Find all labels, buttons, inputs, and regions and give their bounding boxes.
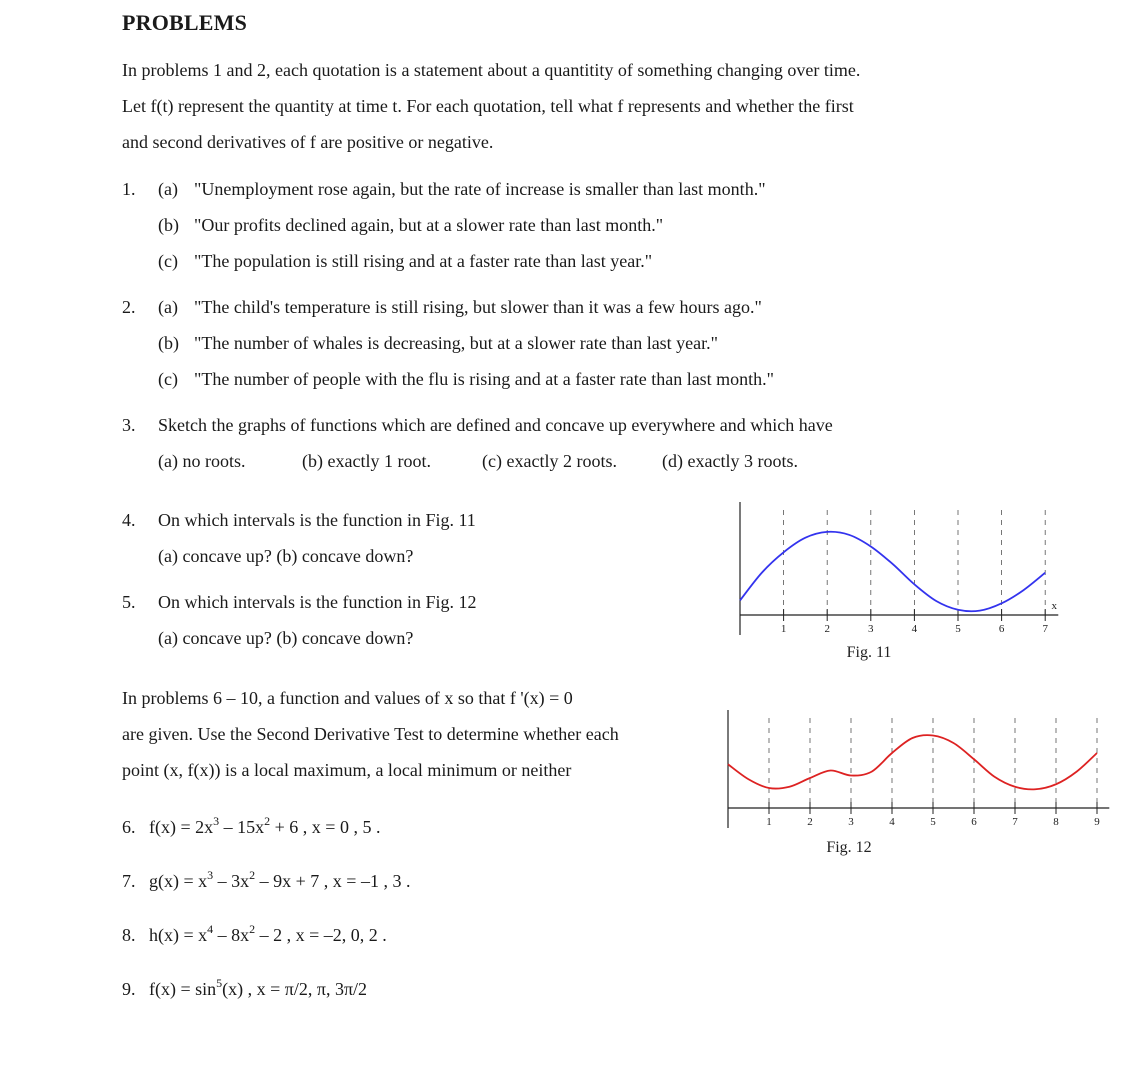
x-tick-label: 1: [766, 816, 772, 828]
eq-part: g(x) = x: [149, 871, 208, 891]
x-tick-label: 9: [1094, 816, 1100, 828]
eq-part: – 2 , x = –2, 0, 2 .: [255, 925, 387, 945]
part-text: "Unemployment rose again, but the rate of increase is smaller than last month.": [194, 179, 766, 199]
part-text: "Our profits declined again, but at a slower rate than last month.": [194, 215, 664, 235]
problem-number: 1.: [122, 179, 136, 199]
figure-caption: Fig. 12: [826, 839, 872, 856]
x-tick-label: 4: [889, 816, 895, 828]
eq-exponent: 2: [249, 922, 256, 936]
eq-exponent: 2: [249, 868, 256, 882]
problem-text: Sketch the graphs of functions which are defined and concave up everywhere and which have: [158, 415, 833, 435]
x-tick-label: 7: [1042, 623, 1048, 635]
series-line: [740, 532, 1045, 611]
part-text: "The number of whales is decreasing, but at a slower rate than last year.": [194, 333, 719, 353]
part-text: "The child's temperature is still rising, but slower than it was a few hours ago.": [194, 297, 762, 317]
x-tick-label: 1: [780, 623, 787, 635]
problem-subtext: (a) concave up? (b) concave down?: [158, 546, 414, 566]
part-label: (a): [158, 179, 178, 199]
x-tick-label: 4: [911, 623, 918, 635]
eq-exponent: 4: [207, 922, 214, 936]
intro2-line-1: In problems 6 – 10, a function and values of x so that f '(x) = 0: [122, 688, 573, 708]
intro2-line-2: are given. Use the Second Derivative Test to determine whether each: [122, 724, 619, 744]
eq-part: (x) , x = π/2, π, 3π/2: [222, 979, 368, 999]
problem-number: 2.: [122, 297, 136, 317]
x-tick-label: 2: [824, 623, 830, 635]
part-label: (b): [158, 333, 179, 353]
figure-12-chart: [718, 708, 1118, 863]
figure-11: [728, 500, 1078, 670]
part-label: (a): [158, 297, 178, 317]
intro2-line-3: point (x, f(x)) is a local maximum, a local minimum or neither: [122, 760, 572, 780]
problem-subtext: (a) concave up? (b) concave down?: [158, 628, 414, 648]
option: (d) exactly 3 roots.: [662, 451, 798, 471]
x-tick-label: 6: [971, 816, 977, 828]
x-tick-label: 7: [1012, 816, 1018, 828]
eq-exponent: 3: [207, 868, 214, 882]
series-line: [728, 735, 1097, 789]
eq-part: h(x) = x: [149, 925, 208, 945]
page-title: PROBLEMS: [122, 10, 248, 35]
problem-number: 3.: [122, 415, 136, 435]
x-tick-label: 2: [807, 816, 813, 828]
eq-number: 9.: [122, 979, 136, 999]
part-label: (c): [158, 251, 178, 271]
equation-7: [122, 869, 410, 892]
problem-number: 4.: [122, 510, 136, 530]
part-label: (c): [158, 369, 178, 389]
figure-caption: Fig. 11: [846, 644, 892, 661]
part-text: "The population is still rising and at a faster rate than last year.": [194, 251, 653, 271]
part-text: "The number of people with the flu is rising and at a faster rate than last month.": [194, 369, 775, 389]
eq-number: 8.: [122, 925, 136, 945]
x-tick-label: 5: [955, 623, 961, 635]
eq-exponent: 3: [213, 814, 220, 828]
problem-number: 5.: [122, 592, 136, 612]
x-axis-label: x: [1051, 600, 1058, 612]
x-tick-label: 3: [868, 623, 874, 635]
eq-part: f(x) = sin: [149, 979, 217, 999]
x-tick-label: 8: [1053, 816, 1059, 828]
option: (a) no roots.: [158, 451, 246, 471]
part-label: (b): [158, 215, 179, 235]
option: (c) exactly 2 roots.: [482, 451, 617, 471]
equation-6: [122, 815, 380, 838]
eq-part: + 6 , x = 0 , 5 .: [270, 817, 381, 837]
intro-line-1: In problems 1 and 2, each quotation is a statement about a quantitity of something changing over time.: [122, 60, 861, 80]
intro-line-2: Let f(t) represent the quantity at time t. For each quotation, tell what f represents and whether the first: [122, 96, 854, 116]
intro-line-3: and second derivatives of f are positive or negative.: [122, 132, 494, 152]
eq-exponent: 2: [264, 814, 271, 828]
problem-text: On which intervals is the function in Fig. 12: [158, 592, 477, 612]
equation-8: [122, 923, 387, 946]
eq-part: – 15x: [219, 817, 265, 837]
eq-number: 6.: [122, 817, 136, 837]
figure-11-chart: [728, 500, 1078, 670]
equation-9: [122, 977, 367, 1000]
x-tick-label: 6: [998, 623, 1005, 635]
eq-number: 7.: [122, 871, 136, 891]
x-tick-label: 3: [848, 816, 854, 828]
problem-text: On which intervals is the function in Fig. 11: [158, 510, 476, 530]
eq-part: – 8x: [213, 925, 250, 945]
x-tick-label: 5: [930, 816, 936, 828]
figure-12: [718, 708, 1118, 863]
eq-part: f(x) = 2x: [149, 817, 214, 837]
eq-part: – 3x: [213, 871, 250, 891]
option: (b) exactly 1 root.: [302, 451, 431, 471]
eq-part: – 9x + 7 , x = –1 , 3 .: [255, 871, 411, 891]
eq-exponent: 5: [216, 976, 223, 990]
